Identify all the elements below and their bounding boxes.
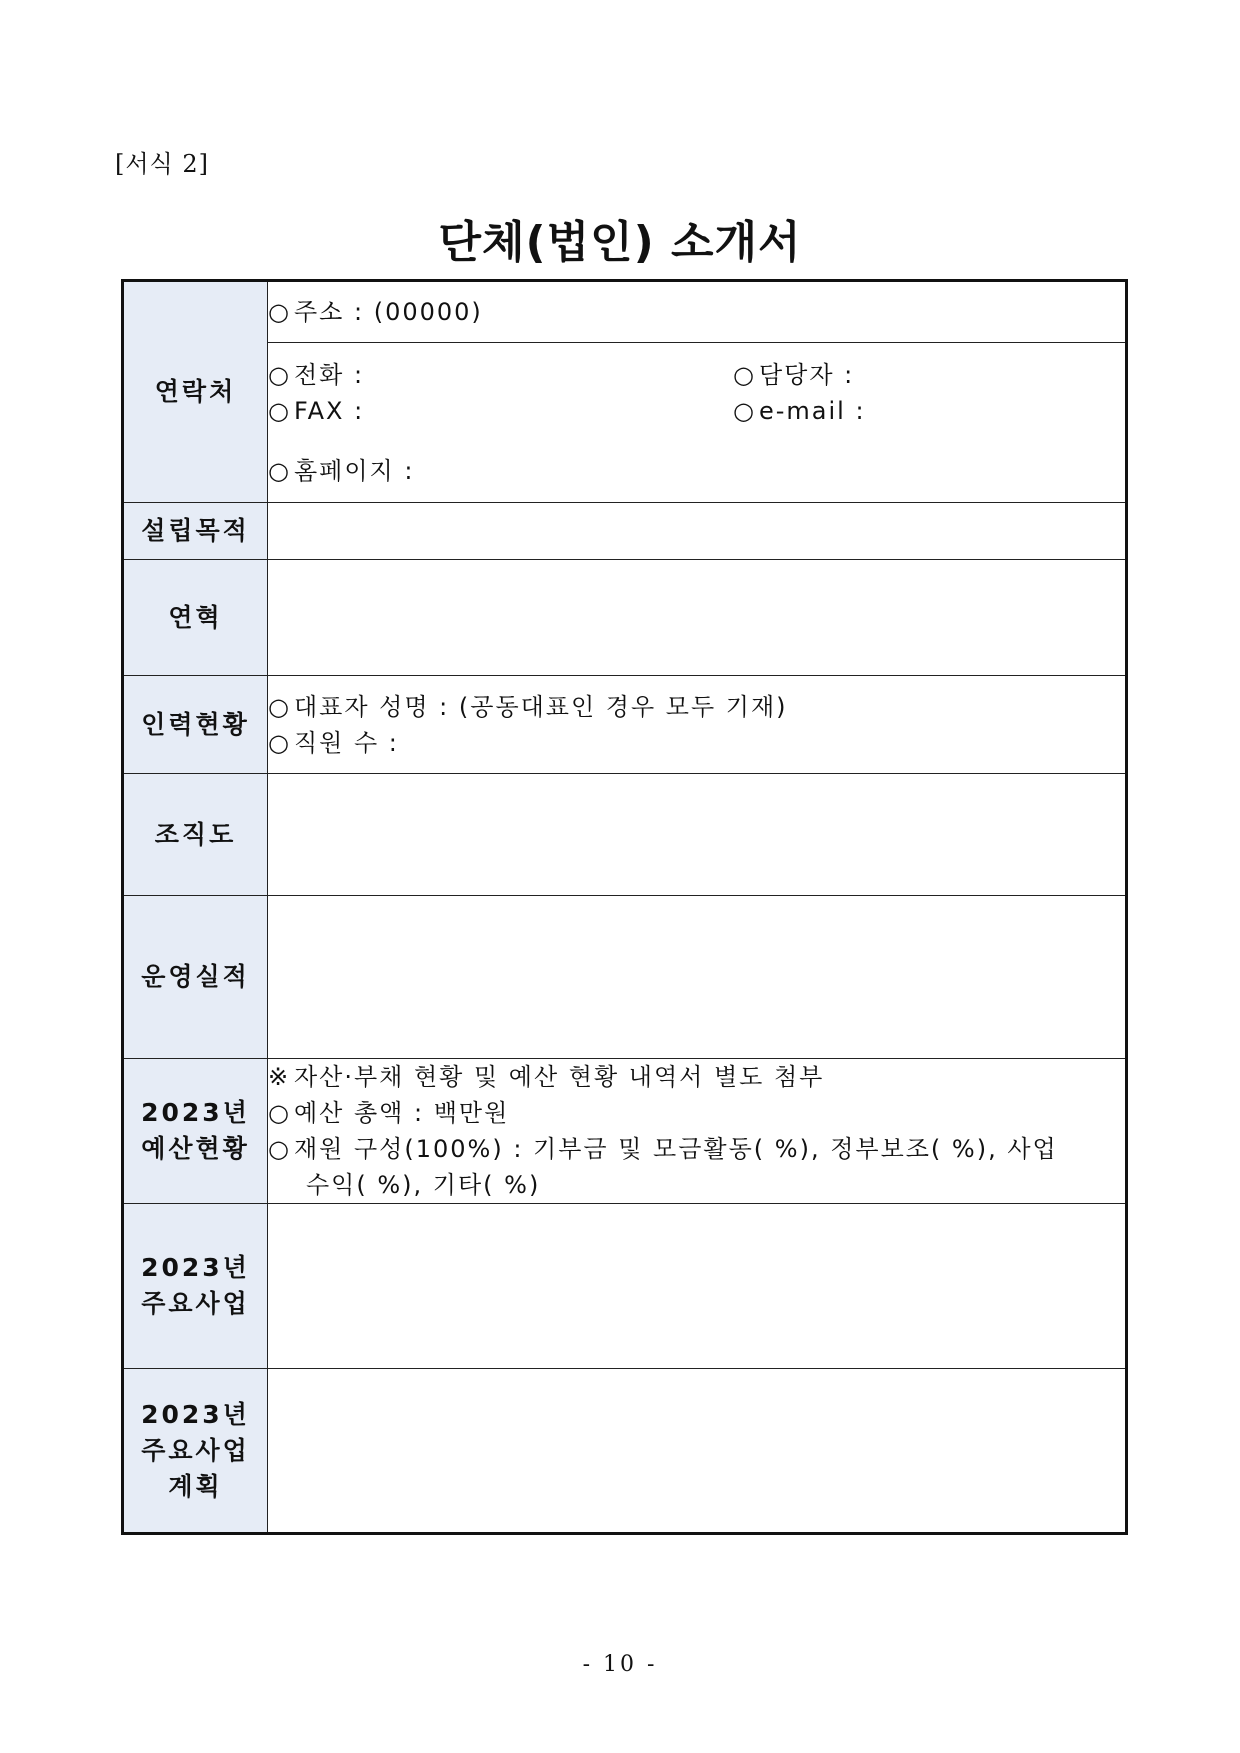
budget-total-field: 예산 총액 : 백만원 <box>294 1099 510 1127</box>
label-budget <box>123 1059 268 1204</box>
bullet-circle-icon: ○ <box>268 728 291 757</box>
label-main-text: 주요사업 <box>141 1289 250 1318</box>
label-plan-text: 주요사업 <box>141 1435 250 1465</box>
personnel-cell <box>268 676 1127 774</box>
performance-cell <box>268 896 1127 1059</box>
bullet-circle-icon: ○ <box>268 1099 291 1127</box>
bullet-circle-icon: ○ <box>268 1135 291 1163</box>
homepage-field: 홈페이지 : <box>294 456 415 485</box>
budget-attachment-note: 자산·부채 현황 및 예산 현황 내역서 별도 첨부 <box>294 1063 825 1091</box>
project-plan-cell <box>268 1369 1127 1534</box>
representative-field: 대표자 성명 : (공동대표인 경우 모두 기재) <box>294 692 788 721</box>
address-cell <box>268 281 1127 343</box>
main-projects-cell <box>268 1204 1127 1369</box>
bullet-circle-icon: ○ <box>268 298 291 326</box>
bullet-circle-icon: ○ <box>268 456 291 485</box>
fax-field: FAX : <box>294 396 365 425</box>
address-field: 주소 : (00000) <box>294 298 483 326</box>
phone-field: 전화 : <box>294 360 365 389</box>
label-performance: 운영실적 <box>123 896 268 1059</box>
reference-mark-icon: ※ <box>268 1063 291 1091</box>
staff-count-field: 직원 수 : <box>294 728 399 757</box>
label-budget-year: 2023년 <box>141 1098 250 1127</box>
label-plan-suffix: 계획 <box>168 1471 223 1501</box>
label-history: 연혁 <box>123 560 268 676</box>
label-budget-text: 예산현황 <box>141 1134 250 1163</box>
email-field: e-mail : <box>759 396 866 425</box>
bullet-circle-icon: ○ <box>733 360 756 389</box>
page-number: - 10 - <box>582 1652 658 1677</box>
label-org-chart: 조직도 <box>123 774 268 896</box>
label-contact: 연락처 <box>123 281 268 503</box>
form-number: [서식 2] <box>115 150 209 178</box>
label-main-projects <box>123 1204 268 1369</box>
org-chart-cell <box>268 774 1127 896</box>
contact-details-cell <box>268 343 1127 503</box>
label-main-year: 2023년 <box>141 1253 250 1282</box>
bullet-circle-icon: ○ <box>268 692 291 721</box>
bullet-circle-icon: ○ <box>268 396 291 425</box>
bullet-circle-icon: ○ <box>268 360 291 389</box>
label-project-plan <box>123 1369 268 1534</box>
document-title: 단체(법인) 소개서 <box>438 217 802 268</box>
budget-sources-field: 재원 구성(100%) : 기부금 및 모금활동( %), 정부보조( %), 사업 <box>294 1135 1058 1163</box>
manager-field: 담당자 : <box>759 360 855 389</box>
purpose-cell <box>268 503 1127 560</box>
history-cell <box>268 560 1127 676</box>
budget-sources-continued: 수익( %), 기타( %) <box>306 1171 541 1199</box>
budget-cell <box>268 1059 1127 1204</box>
bullet-circle-icon: ○ <box>733 396 756 425</box>
label-purpose: 설립목적 <box>123 503 268 560</box>
label-plan-year: 2023년 <box>141 1399 250 1429</box>
label-personnel: 인력현황 <box>123 676 268 774</box>
organization-intro-form <box>121 279 1128 1535</box>
